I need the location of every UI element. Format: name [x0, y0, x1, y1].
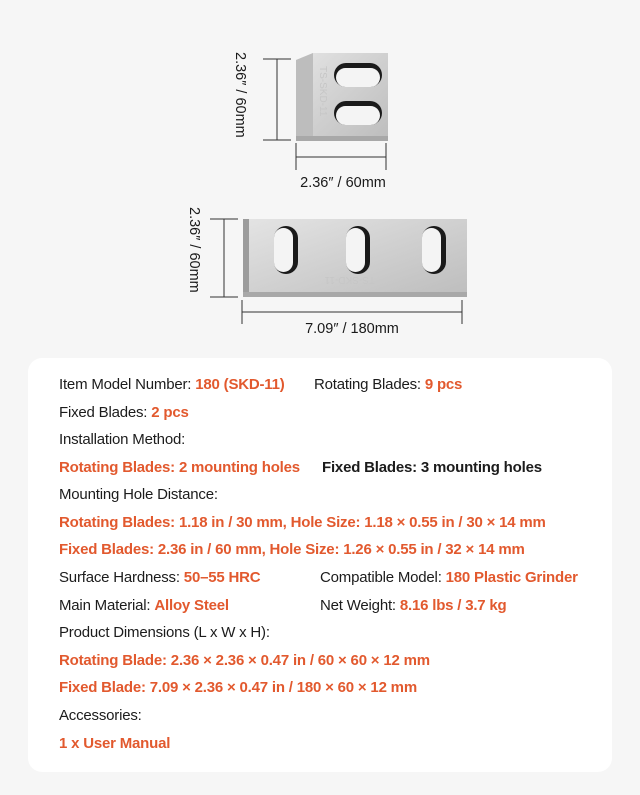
weight-label: Net Weight:	[320, 597, 400, 614]
weight-value: 8.16 lbs / 3.7 kg	[399, 597, 507, 614]
compatible-value: 180 Plastic Grinder	[445, 569, 578, 586]
fixed-value: 2 pcs	[151, 404, 189, 421]
installation-fixed: Fixed Blades: 3 mounting holes	[322, 459, 542, 476]
spec-compatible	[320, 569, 578, 586]
dimensions-label: Product Dimensions (L x W x H):	[59, 624, 270, 641]
spec-fixed-blades	[59, 404, 189, 421]
accessories-value: 1 x User Manual	[59, 735, 171, 752]
large-blade-engraving: TS-SKD-11	[324, 274, 375, 285]
large-blade-height-label: 2.36″ / 60mm	[186, 207, 202, 293]
fixed-label: Fixed Blades:	[59, 404, 152, 421]
dimensions-rotating: Rotating Blade: 2.36 × 2.36 × 0.47 in / 60 × 60 × 12 mm	[59, 652, 430, 669]
small-blade-height-label: 2.36″ / 60mm	[232, 52, 248, 138]
model-label: Item Model Number:	[59, 376, 196, 393]
hole-distance-rotating: Rotating Blades: 1.18 in / 30 mm, Hole Size: 1.18 × 0.55 in / 30 × 14 mm	[59, 514, 546, 531]
small-blade-image	[296, 53, 388, 141]
model-value: 180 (SKD-11)	[195, 376, 285, 393]
spec-material	[59, 597, 229, 614]
rotating-label: Rotating Blades:	[314, 376, 425, 393]
spec-hardness	[59, 569, 260, 586]
small-blade-engraving: TS-SKD-11	[317, 66, 328, 117]
large-blade-image	[243, 219, 467, 297]
small-blade-width-label: 2.36″ / 60mm	[300, 175, 386, 191]
dimensions-fixed: Fixed Blade: 7.09 × 2.36 × 0.47 in / 180 × 60 × 12 mm	[59, 679, 417, 696]
blade-dimension-figure	[0, 0, 640, 350]
spec-model	[59, 376, 285, 393]
compatible-label: Compatible Model:	[320, 569, 446, 586]
small-blade-width-dimension	[296, 143, 386, 170]
large-blade-width-label: 7.09″ / 180mm	[305, 321, 399, 337]
spec-rotating-blades	[314, 376, 462, 393]
installation-label: Installation Method:	[59, 431, 186, 448]
installation-rotating: Rotating Blades: 2 mounting holes	[59, 459, 300, 476]
material-label: Main Material:	[59, 597, 155, 614]
hardness-value: 50–55 HRC	[183, 569, 261, 586]
small-blade-height-dimension	[263, 59, 291, 140]
spec-weight	[320, 597, 507, 614]
material-value: Alloy Steel	[154, 597, 229, 614]
large-blade-height-dimension	[210, 219, 238, 297]
hardness-label: Surface Hardness:	[59, 569, 184, 586]
accessories-label: Accessories:	[59, 707, 142, 724]
rotating-value: 9 pcs	[424, 376, 463, 393]
hole-distance-fixed: Fixed Blades: 2.36 in / 60 mm, Hole Size: 1.26 × 0.55 in / 32 × 14 mm	[59, 541, 525, 558]
hole-distance-label: Mounting Hole Distance:	[59, 486, 218, 503]
spec-card	[28, 358, 612, 772]
